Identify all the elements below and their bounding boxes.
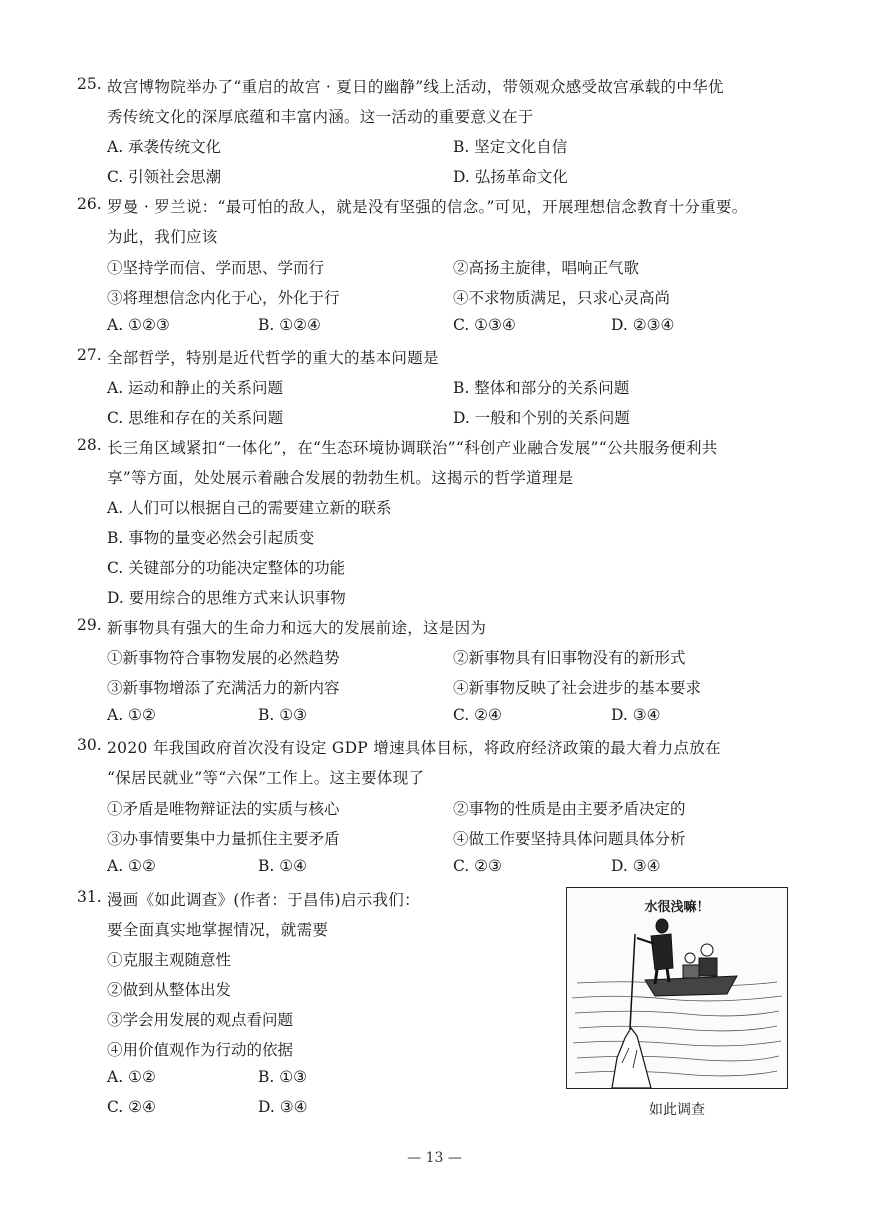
option-a: A. ①② — [107, 1068, 156, 1086]
question-stem-line: 享”等方面，处处展示着融合发展的勃勃生机。这揭示的哲学道理是 — [107, 469, 574, 487]
question-stem-line: 罗曼 · 罗兰说：“最可怕的敌人，就是没有坚强的信念。”可见，开展理想信念教育十分重要。 — [107, 198, 748, 216]
question-stem-line: 全部哲学，特别是近代哲学的重大的基本问题是 — [107, 349, 439, 367]
boat-shape — [645, 976, 737, 996]
option-c: C. ②③ — [453, 857, 502, 875]
statement-4: ④用价值观作为行动的依据 — [107, 1041, 294, 1059]
option-a: A. ①②③ — [107, 316, 170, 334]
statement-1: ①新事物符合事物发展的必然趋势 — [107, 649, 340, 667]
question-number: 28. — [77, 436, 102, 454]
cartoon-drawing — [567, 888, 788, 1089]
statement-1: ①矛盾是唯物辩证法的实质与核心 — [107, 800, 340, 818]
seated-people — [683, 944, 717, 978]
cartoon-speech-text: 水很浅嘛！ — [644, 900, 710, 915]
statement-4: ④不求物质满足，只求心灵高尚 — [453, 289, 671, 307]
option-a: A. ①② — [107, 706, 156, 724]
standing-man — [637, 919, 673, 984]
option-d: D. 一般和个别的关系问题 — [453, 409, 630, 427]
cartoon-caption: 如此调查 — [649, 1102, 705, 1118]
question-stem-line: 长三角区域紧扣“一体化”，在“生态环境协调联治”“科创产业融合发展”“公共服务便利共 — [107, 439, 718, 457]
statement-4: ④做工作要坚持具体问题具体分析 — [453, 830, 686, 848]
question-stem-line: 故宫博物院举办了“重启的故宫 · 夏日的幽静”线上活动，带领观众感受故宫承载的中华优 — [107, 78, 724, 96]
question-number: 27. — [77, 346, 102, 364]
option-a: A. 承袭传统文化 — [107, 138, 222, 156]
option-c: C. ②④ — [107, 1098, 156, 1116]
option-d: D. 要用综合的思维方式来认识事物 — [107, 589, 346, 607]
option-c: C. 思维和存在的关系问题 — [107, 409, 284, 427]
option-c: C. ②④ — [453, 706, 502, 724]
question-number: 31. — [77, 888, 102, 906]
option-b: B. ①②④ — [258, 316, 321, 334]
question-stem-line: 为此，我们应该 — [107, 228, 218, 246]
option-b: B. ①④ — [258, 857, 308, 875]
option-a: A. ①② — [107, 857, 156, 875]
statement-2: ②新事物具有旧事物没有的新形式 — [453, 649, 686, 667]
option-b: B. 整体和部分的关系问题 — [453, 379, 630, 397]
statement-1: ①克服主观随意性 — [107, 951, 232, 969]
question-number: 25. — [77, 75, 102, 93]
statement-3: ③新事物增添了充满活力的新内容 — [107, 679, 340, 697]
option-c: C. ①③④ — [453, 316, 516, 334]
question-stem-line: 漫画《如此调查》(作者：于昌伟)启示我们： — [107, 891, 420, 909]
option-c: C. 引领社会思潮 — [107, 168, 222, 186]
question-number: 26. — [77, 195, 102, 213]
option-b: B. ①③ — [258, 706, 308, 724]
question-stem-line: 要全面真实地掌握情况，就需要 — [107, 921, 329, 939]
question-number: 29. — [77, 616, 102, 634]
option-a: A. 运动和静止的关系问题 — [107, 379, 284, 397]
option-b: B. ①③ — [258, 1068, 308, 1086]
statement-3: ③学会用发展的观点看问题 — [107, 1011, 294, 1029]
statement-1: ①坚持学而信、学而思、学而行 — [107, 259, 325, 277]
option-b: B. 事物的量变必然会引起质变 — [107, 529, 315, 547]
statement-4: ④新事物反映了社会进步的基本要求 — [453, 679, 702, 697]
question-stem-line: “保居民就业”等“六保”工作上。这主要体现了 — [107, 769, 425, 787]
option-d: D. ②③④ — [611, 316, 675, 334]
statement-3: ③办事情要集中力量抓住主要矛盾 — [107, 830, 340, 848]
question-stem-line: 2020 年我国政府首次没有设定 GDP 增速具体目标，将政府经济政策的最大着力点放在 — [107, 739, 721, 757]
page-number: — 13 — — [407, 1150, 462, 1166]
statement-3: ③将理想信念内化于心，外化于行 — [107, 289, 340, 307]
option-c: C. 关键部分的功能决定整体的功能 — [107, 559, 346, 577]
question-number: 30. — [77, 736, 102, 754]
option-d: D. ③④ — [611, 857, 661, 875]
question-stem-line: 秀传统文化的深厚底蕴和丰富内涵。这一活动的重要意义在于 — [107, 108, 534, 126]
option-a: A. 人们可以根据自己的需要建立新的联系 — [107, 499, 392, 517]
statement-2: ②事物的性质是由主要矛盾决定的 — [453, 800, 686, 818]
question-stem-line: 新事物具有强大的生命力和远大的发展前途，这是因为 — [107, 619, 487, 637]
option-d: D. ③④ — [258, 1098, 308, 1116]
option-d: D. ③④ — [611, 706, 661, 724]
rock-shape — [612, 1028, 651, 1088]
cartoon-image — [566, 887, 788, 1089]
option-b: B. 坚定文化自信 — [453, 138, 568, 156]
statement-2: ②做到从整体出发 — [107, 981, 232, 999]
option-d: D. 弘扬革命文化 — [453, 168, 568, 186]
statement-2: ②高扬主旋律，唱响正气歌 — [453, 259, 640, 277]
